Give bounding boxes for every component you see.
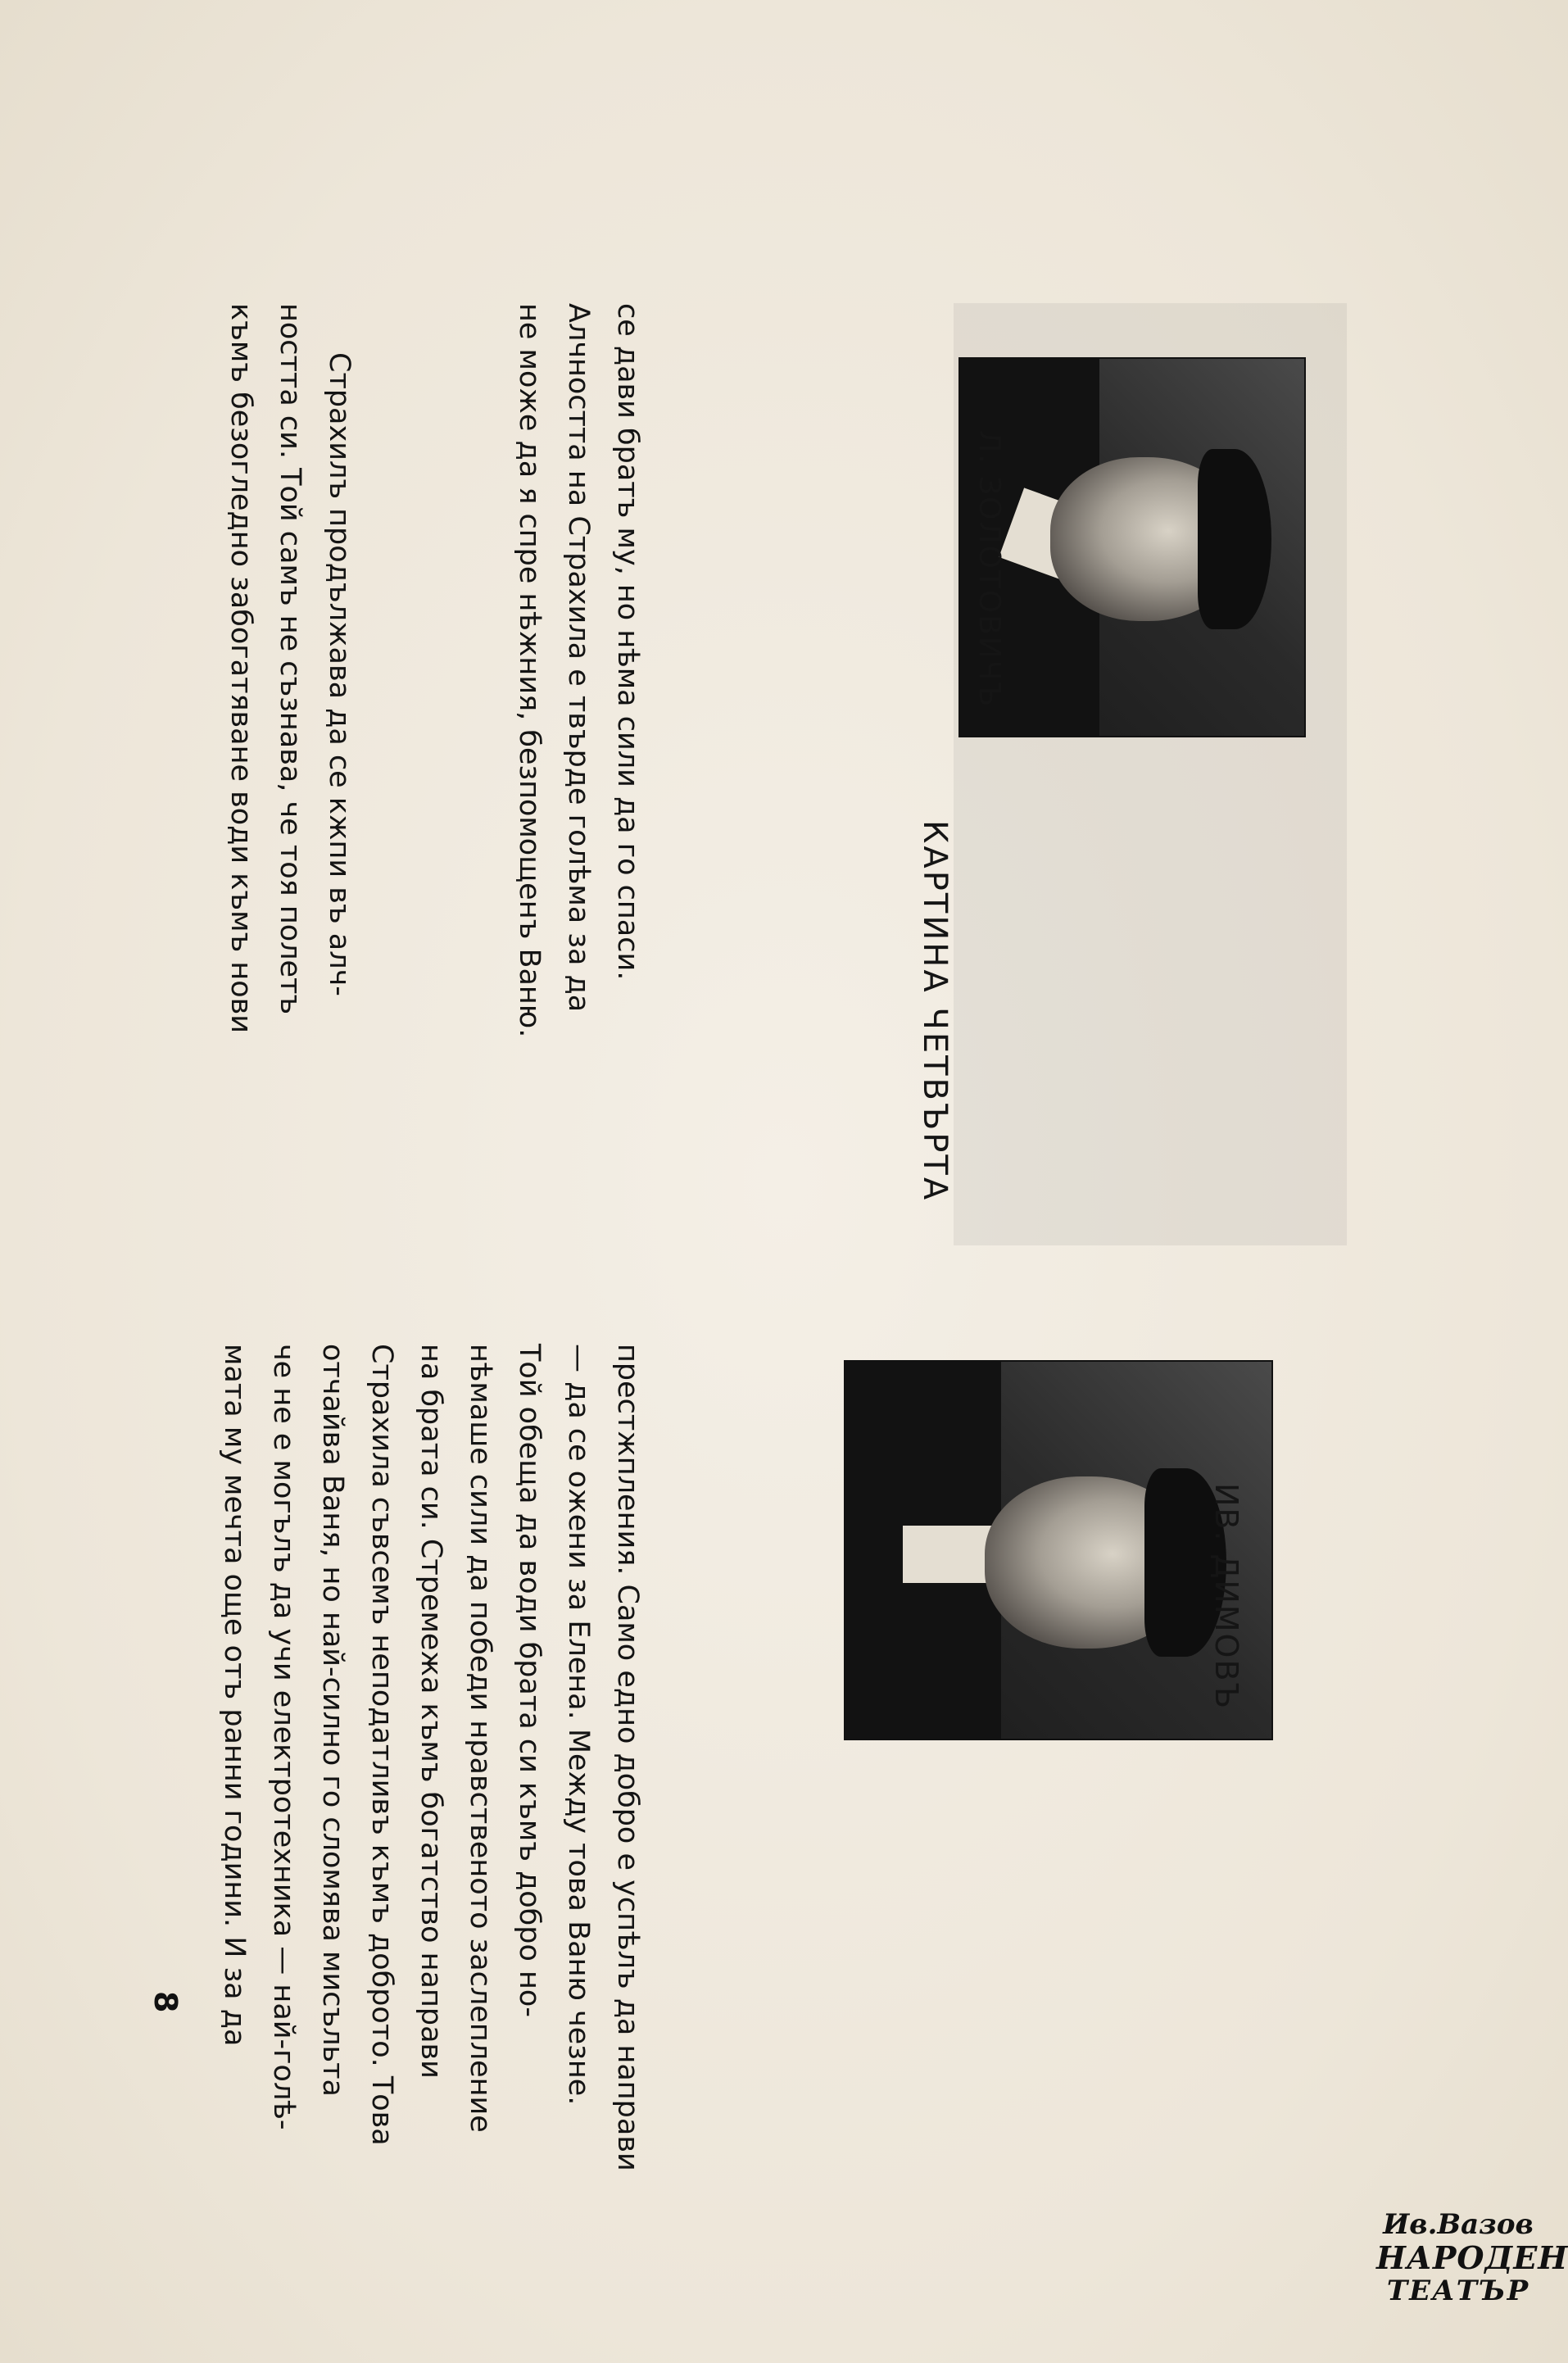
left-line-3: не може да я спре нѣжния, безпомощенъ Ваню. [513, 303, 546, 1038]
right-column [210, 1344, 652, 2179]
portrait-photo-zolotovich [958, 357, 1306, 737]
left-line-6: къмъ безогледно забогатяване води къмъ нови [224, 303, 257, 1034]
right-line-3: Той обеща да води брата си къмъ добро но- [513, 1344, 546, 2017]
left-line-2: Алчността на Страхила е твърде голѣма за да [562, 303, 595, 1013]
logo-signature: Ив.Вазов [1383, 2208, 1534, 2241]
page-number: 8 [147, 1991, 184, 2013]
right-line-1: престжпления. Само едно добро е успѣлъ да направи [611, 1344, 644, 2171]
right-line-9: мата му мечта още отъ ранни години. И за да [218, 1344, 251, 2047]
left-column-top [505, 303, 652, 1286]
right-line-5: на брата си. Стремежа къмъ богатство направи [415, 1344, 447, 2079]
narodni-teatar-logo [1376, 2208, 1568, 2339]
right-line-4: нѣмаше сили да победи нравственото заслепление [464, 1344, 496, 2133]
logo-line-narodni: НАРОДЕН [1376, 2239, 1568, 2276]
left-line-1: се дави братъ му, но нѣма сили да го спаси. [611, 303, 644, 981]
right-line-7: отчайва Ваня, но най-силно го сломява мисъльта [316, 1344, 349, 2098]
photo-caption-dimov: ИВ. ДИМОВЪ [1208, 1483, 1244, 1711]
right-line-2: — да се ожени за Елена. Между това Ваню чезне. [562, 1344, 595, 2106]
left-column-bottom [216, 303, 364, 1286]
left-line-4: Страхилъ продължава да се кжпи въ алч- [323, 352, 356, 996]
right-line-6: Страхила съвсемъ неподатливъ къмъ доброто. Това [365, 1344, 398, 2146]
section-heading: КАРТИНА ЧЕТВЪРТА [916, 820, 954, 1203]
photo-caption-zolotovich: Л. ЗОЛОТОВИЧЪ [972, 430, 1006, 709]
logo-line-teatar: ТЕАТЪР [1386, 2275, 1530, 2307]
right-line-8: че не е могълъ да учи електротехника — най-голѣ- [267, 1344, 300, 2130]
left-line-5: ността си. Той самъ не съзнава, че тоя полетъ [274, 303, 306, 1015]
